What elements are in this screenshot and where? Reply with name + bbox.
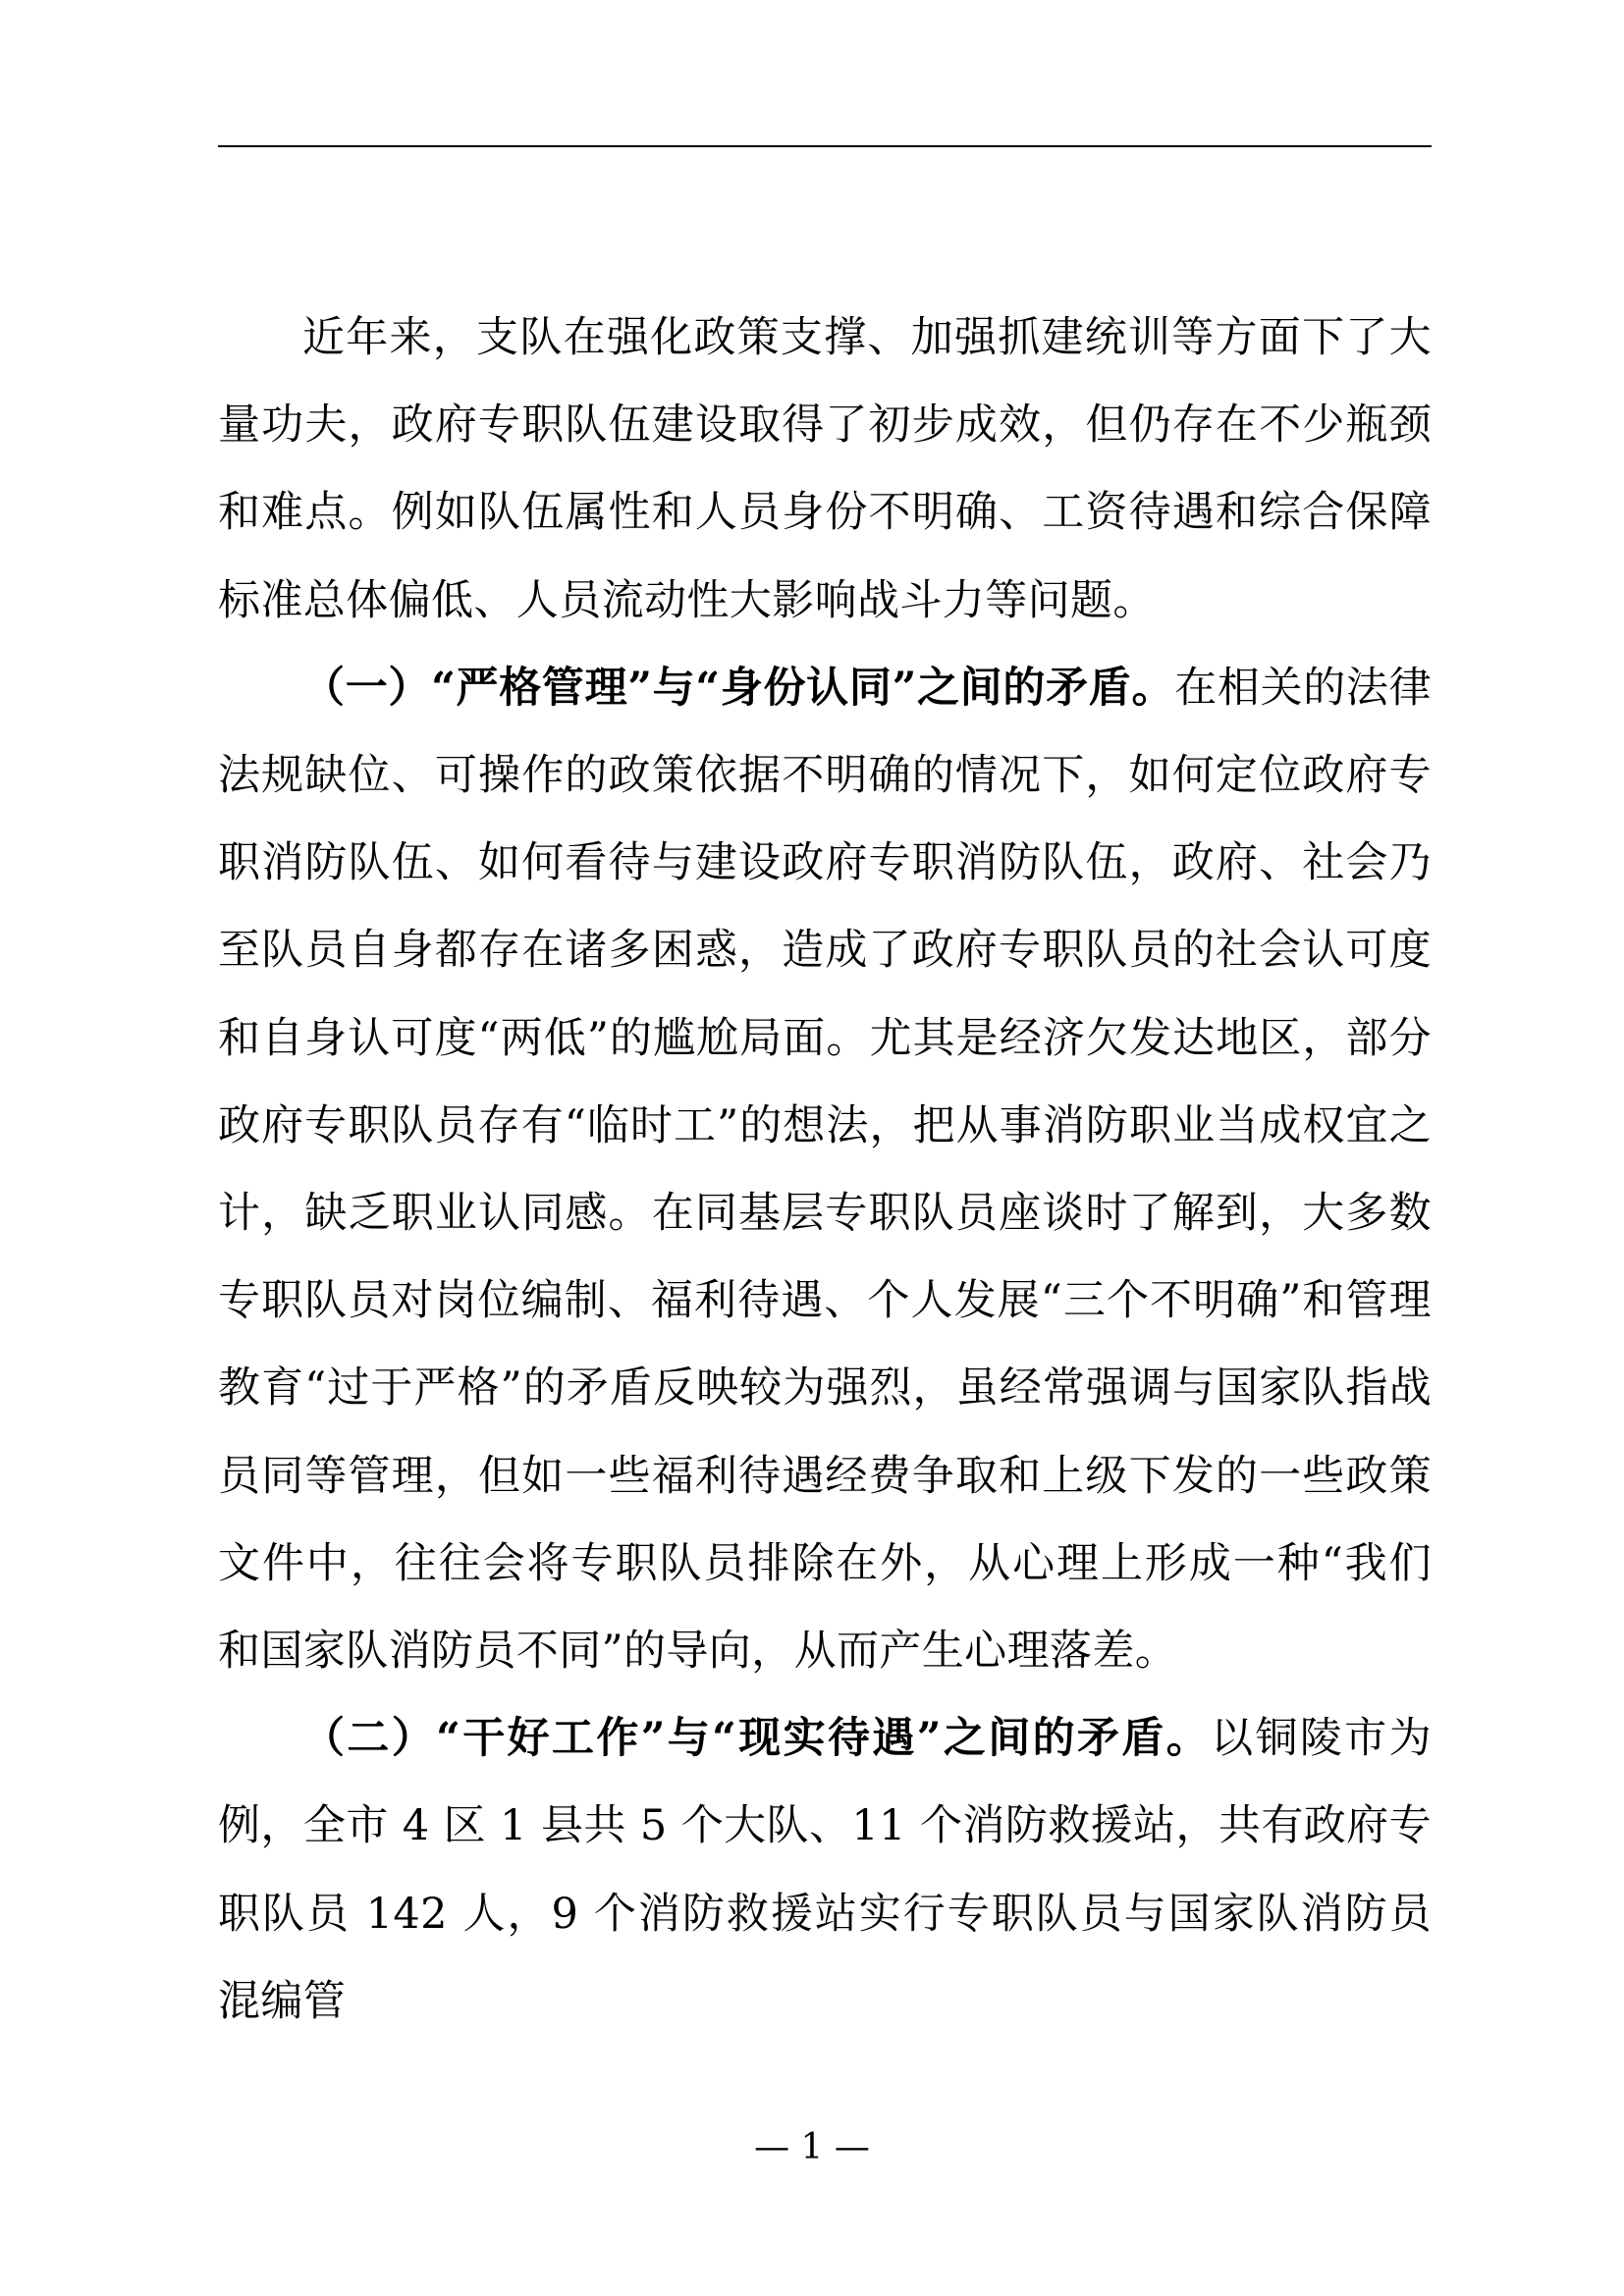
paragraph-intro — [218, 294, 1432, 645]
document-body — [218, 294, 1432, 2046]
section-2-heading: （二）“干好工作”与“现实待遇”之间的矛盾。 — [302, 1714, 1212, 1764]
paragraph-section-2 — [218, 1695, 1432, 2046]
section-1-heading: （一）“严格管理”与“身份认同”之间的矛盾。 — [302, 663, 1175, 713]
paragraph-intro-text: 近年来，支队在强化政策支撑、加强抓建统训等方面下了大量功夫，政府专职队伍建设取得了初步成效，但仍存在不少瓶颈和难点。例如队伍属性和人员身份不明确、工资待遇和综合保障标准总体偏低、人员流动性大影响战斗力等问题。 — [218, 313, 1432, 625]
header-rule — [218, 145, 1432, 147]
page-number: — 1 — — [754, 2127, 870, 2167]
paragraph-section-1 — [218, 645, 1432, 1695]
section-1-text: 在相关的法律法规缺位、可操作的政策依据不明确的情况下，如何定位政府专职消防队伍、如何看待与建设政府专职消防队伍，政府、社会乃至队员自身都存在诸多困惑，造成了政府专职队员的社会认可度和自身认可度“两低”的尴尬局面。尤其是经济欠发达地区，部分政府专职队员存有“临时工”的想法，把从事消防职业当成权宜之计，缺乏职业认同感。在同基层专职队员座谈时了解到，大多数专职队员对岗位编制、福利待遇、个人发展“三个不明确”和管理教育“过于严格”的矛盾反映较为强烈，虽经常强调与国家队指战员同等管理，但如一些福利待遇经费争取和上级下发的一些政策文件中，往往会将专职队员排除在外，从心理上形成一种“我们和国家队消防员不同”的导向，从而产生心理落差。 — [218, 663, 1432, 1677]
section-2-text: 以铜陵市为例，全市 4 区 1 县共 5 个大队、11 个消防救援站，共有政府专职队员 142 人，9 个消防救援站实行专职队员与国家队消防员混编管 — [218, 1714, 1433, 2026]
